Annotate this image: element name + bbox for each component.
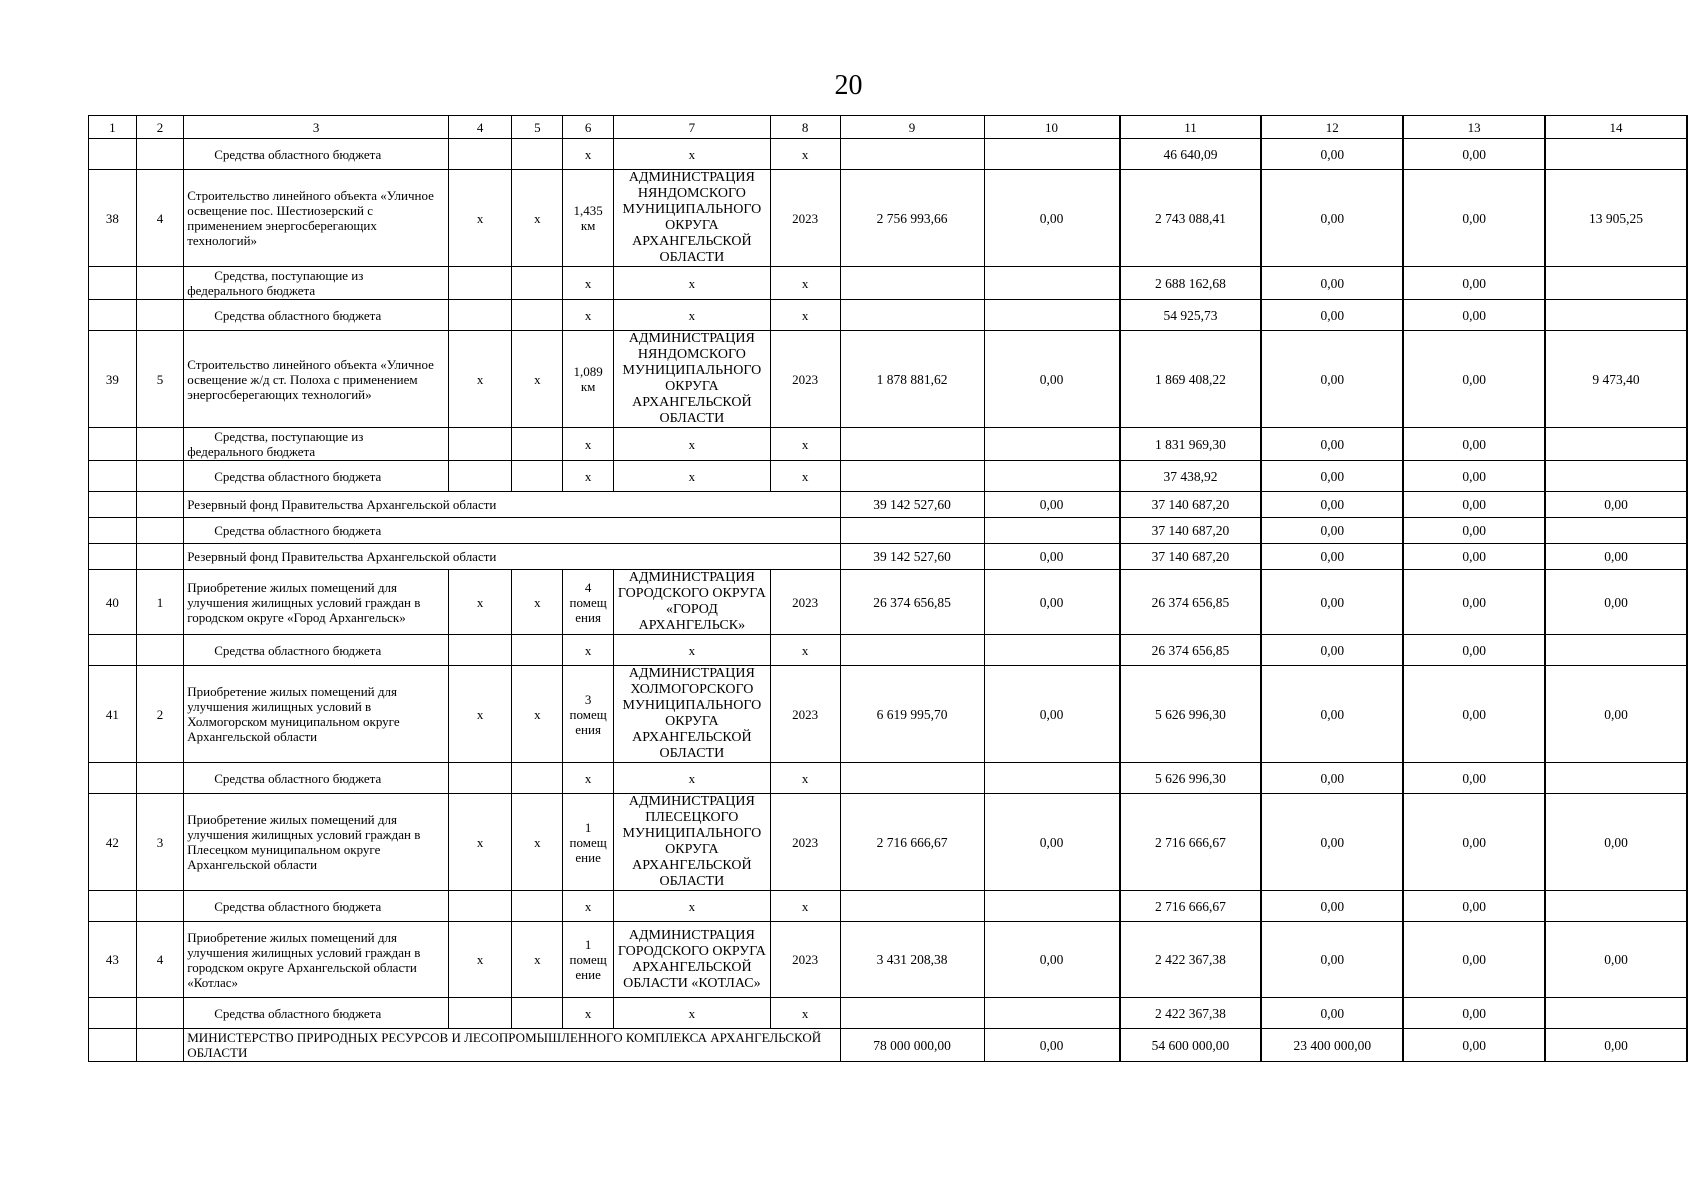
cell-c12: 0,00 (1261, 267, 1403, 300)
cell-c13: 0,00 (1403, 891, 1545, 922)
cell-capacity: 1 помещ ение (563, 794, 614, 891)
funding-source-row (89, 300, 1688, 331)
cell-regional-funds: 26 374 656,85 (1120, 635, 1262, 666)
cell-c12: 0,00 (1261, 794, 1403, 891)
cell-source-name: Средства областного бюджета (184, 635, 449, 666)
column-header: 10 (984, 116, 1120, 139)
cell-source-name: Средства областного бюджета (184, 891, 449, 922)
cell-c14: 0,00 (1545, 922, 1687, 998)
cell-empty (136, 461, 184, 492)
cell-c13: 0,00 (1403, 666, 1545, 763)
cell-regional-funds: 37 140 687,20 (1120, 544, 1262, 570)
cell-c12: 0,00 (1261, 891, 1403, 922)
cell-total-cost: 6 619 995,70 (840, 666, 984, 763)
column-header: 9 (840, 116, 984, 139)
column-header: 13 (1403, 116, 1545, 139)
cell-federal-funds (984, 300, 1120, 331)
cell-c14 (1545, 428, 1687, 461)
cell-c12: 0,00 (1261, 139, 1403, 170)
cell-federal-funds: 0,00 (984, 922, 1120, 998)
cell-empty (89, 763, 137, 794)
cell-federal-funds (984, 267, 1120, 300)
cell-empty (448, 428, 512, 461)
cell-customer: x (614, 461, 771, 492)
cell-federal-funds (984, 763, 1120, 794)
cell-c14 (1545, 518, 1687, 544)
source-name-line1: Средства, поступающие из (214, 268, 364, 283)
column-header: 4 (448, 116, 512, 139)
cell-empty (512, 139, 563, 170)
cell-empty (136, 267, 184, 300)
cell-c13: 0,00 (1403, 518, 1545, 544)
cell-c13: 0,00 (1403, 300, 1545, 331)
cell-total-cost (840, 139, 984, 170)
cell-row-number: 42 (89, 794, 137, 891)
funding-source-row (89, 461, 1688, 492)
cell-empty (89, 891, 137, 922)
cell-empty (89, 635, 137, 666)
cell-c14: 0,00 (1545, 492, 1687, 518)
cell-capacity: 3 помещ ения (563, 666, 614, 763)
project-row (89, 170, 1688, 267)
cell-customer: x (614, 139, 771, 170)
cell-empty (89, 267, 137, 300)
cell-customer: x (614, 763, 771, 794)
cell-empty (448, 763, 512, 794)
cell-federal-funds: 0,00 (984, 331, 1120, 428)
funding-source-row (89, 891, 1688, 922)
cell-c12: 0,00 (1261, 170, 1403, 267)
cell-total-cost (840, 428, 984, 461)
cell-empty (448, 267, 512, 300)
cell-regional-funds: 46 640,09 (1120, 139, 1262, 170)
cell-source-name (184, 267, 449, 300)
cell-c13: 0,00 (1403, 492, 1545, 518)
cell-c12: 0,00 (1261, 544, 1403, 570)
cell-year: x (770, 139, 840, 170)
cell-row-number: 38 (89, 170, 137, 267)
cell-sub-number: 4 (136, 170, 184, 267)
cell-sub-number: 1 (136, 570, 184, 635)
cell-c4: x (448, 331, 512, 428)
cell-c13: 0,00 (1403, 922, 1545, 998)
cell-customer: АДМИНИСТРАЦИЯ ГОРОДСКОГО ОКРУГА АРХАНГЕЛЬСКОЙ ОБЛАСТИ «КОТЛАС» (614, 922, 771, 998)
cell-c12: 0,00 (1261, 492, 1403, 518)
cell-c12: 0,00 (1261, 461, 1403, 492)
cell-row-number: 39 (89, 331, 137, 428)
cell-empty (512, 891, 563, 922)
cell-regional-funds: 37 140 687,20 (1120, 518, 1262, 544)
cell-empty (448, 139, 512, 170)
cell-empty (512, 763, 563, 794)
cell-c5: x (512, 794, 563, 891)
cell-c12: 0,00 (1261, 635, 1403, 666)
cell-federal-funds: 0,00 (984, 170, 1120, 267)
cell-year: 2023 (770, 922, 840, 998)
cell-project-name: Приобретение жилых помещений для улучшения жилищных условий граждан в городском округе «Город Архангельск» (184, 570, 449, 635)
cell-c14: 9 473,40 (1545, 331, 1687, 428)
cell-c12: 0,00 (1261, 922, 1403, 998)
column-header: 5 (512, 116, 563, 139)
project-row (89, 922, 1688, 998)
cell-total-cost: 39 142 527,60 (840, 544, 984, 570)
project-row (89, 331, 1688, 428)
cell-empty (136, 428, 184, 461)
table-body (89, 116, 1688, 1062)
cell-empty (448, 998, 512, 1029)
cell-customer: x (614, 998, 771, 1029)
cell-capacity: x (563, 139, 614, 170)
cell-c13: 0,00 (1403, 763, 1545, 794)
cell-source-name: Средства областного бюджета (184, 998, 449, 1029)
cell-regional-funds: 2 688 162,68 (1120, 267, 1262, 300)
cell-empty (512, 635, 563, 666)
source-name-line1: Средства, поступающие из (214, 429, 364, 444)
cell-regional-funds: 5 626 996,30 (1120, 666, 1262, 763)
cell-year: x (770, 891, 840, 922)
cell-capacity: x (563, 300, 614, 331)
cell-c14: 0,00 (1545, 544, 1687, 570)
cell-regional-funds: 37 140 687,20 (1120, 492, 1262, 518)
cell-federal-funds: 0,00 (984, 492, 1120, 518)
column-header: 1 (89, 116, 137, 139)
cell-c13: 0,00 (1403, 570, 1545, 635)
cell-total-cost (840, 518, 984, 544)
cell-empty (512, 461, 563, 492)
cell-customer: АДМИНИСТРАЦИЯ НЯНДОМСКОГО МУНИЦИПАЛЬНОГО ОКРУГА АРХАНГЕЛЬСКОЙ ОБЛАСТИ (614, 331, 771, 428)
cell-empty (136, 518, 184, 544)
cell-empty (136, 635, 184, 666)
column-header: 2 (136, 116, 184, 139)
cell-c14: 0,00 (1545, 666, 1687, 763)
cell-total-cost (840, 998, 984, 1029)
cell-c14 (1545, 998, 1687, 1029)
cell-federal-funds (984, 518, 1120, 544)
cell-c4: x (448, 570, 512, 635)
cell-c14 (1545, 891, 1687, 922)
cell-empty (448, 635, 512, 666)
cell-c5: x (512, 570, 563, 635)
cell-empty (89, 998, 137, 1029)
cell-empty (512, 267, 563, 300)
cell-total-name: Резервный фонд Правительства Архангельской области (184, 544, 840, 570)
cell-project-name: Строительство линейного объекта «Уличное освещение пос. Шестиозерский с применением энергосберегающих технологий» (184, 170, 449, 267)
cell-empty (89, 300, 137, 331)
cell-year: 2023 (770, 570, 840, 635)
cell-row-number: 40 (89, 570, 137, 635)
page-number: 20 (834, 70, 863, 101)
cell-customer: АДМИНИСТРАЦИЯ ПЛЕСЕЦКОГО МУНИЦИПАЛЬНОГО ОКРУГА АРХАНГЕЛЬСКОЙ ОБЛАСТИ (614, 794, 771, 891)
total-source-row (89, 518, 1688, 544)
cell-total-cost (840, 763, 984, 794)
cell-project-name: Приобретение жилых помещений для улучшения жилищных условий граждан в городском округе Архангельской области «Котлас» (184, 922, 449, 998)
cell-c12: 23 400 000,00 (1261, 1029, 1403, 1062)
cell-capacity: x (563, 635, 614, 666)
cell-sub-number: 3 (136, 794, 184, 891)
cell-sub-number: 2 (136, 666, 184, 763)
cell-c14: 0,00 (1545, 570, 1687, 635)
cell-customer: x (614, 300, 771, 331)
cell-c13: 0,00 (1403, 428, 1545, 461)
cell-regional-funds: 2 422 367,38 (1120, 922, 1262, 998)
cell-c4: x (448, 666, 512, 763)
cell-capacity: 1 помещ ение (563, 922, 614, 998)
cell-total-cost (840, 300, 984, 331)
cell-regional-funds: 2 743 088,41 (1120, 170, 1262, 267)
cell-year: x (770, 267, 840, 300)
cell-total-name: Резервный фонд Правительства Архангельской области (184, 492, 840, 518)
cell-customer: x (614, 635, 771, 666)
cell-year: x (770, 763, 840, 794)
funding-source-row (89, 763, 1688, 794)
cell-c12: 0,00 (1261, 428, 1403, 461)
source-name-line2: федерального бюджета (187, 444, 316, 459)
cell-c12: 0,00 (1261, 763, 1403, 794)
cell-c5: x (512, 922, 563, 998)
cell-c13: 0,00 (1403, 139, 1545, 170)
cell-c13: 0,00 (1403, 794, 1545, 891)
cell-c14: 0,00 (1545, 794, 1687, 891)
cell-empty (136, 544, 184, 570)
cell-total-cost: 26 374 656,85 (840, 570, 984, 635)
cell-regional-funds: 54 600 000,00 (1120, 1029, 1262, 1062)
cell-c13: 0,00 (1403, 998, 1545, 1029)
cell-customer: x (614, 891, 771, 922)
cell-empty (136, 492, 184, 518)
cell-capacity: x (563, 763, 614, 794)
cell-total-name: Средства областного бюджета (184, 518, 840, 544)
cell-year: x (770, 461, 840, 492)
cell-c4: x (448, 922, 512, 998)
budget-table (88, 115, 1688, 1062)
cell-source-name: Средства областного бюджета (184, 461, 449, 492)
cell-source-name: Средства областного бюджета (184, 763, 449, 794)
cell-empty (136, 891, 184, 922)
cell-total-cost: 78 000 000,00 (840, 1029, 984, 1062)
cell-total-cost: 2 716 666,67 (840, 794, 984, 891)
cell-project-name: Строительство линейного объекта «Уличное освещение ж/д ст. Полоха с применением энергосберегающих технологий» (184, 331, 449, 428)
cell-empty (89, 518, 137, 544)
cell-empty (136, 139, 184, 170)
cell-year: x (770, 428, 840, 461)
total-row (89, 492, 1688, 518)
cell-federal-funds: 0,00 (984, 1029, 1120, 1062)
cell-customer: x (614, 428, 771, 461)
header-row (89, 116, 1688, 139)
funding-source-row (89, 139, 1688, 170)
source-name-line2: федерального бюджета (187, 283, 316, 298)
cell-empty (136, 998, 184, 1029)
cell-c12: 0,00 (1261, 300, 1403, 331)
cell-row-number: 43 (89, 922, 137, 998)
cell-empty (136, 763, 184, 794)
cell-customer: x (614, 267, 771, 300)
cell-empty (512, 428, 563, 461)
funding-source-row (89, 428, 1688, 461)
cell-row-number: 41 (89, 666, 137, 763)
column-header: 12 (1261, 116, 1403, 139)
cell-capacity: x (563, 998, 614, 1029)
cell-c14 (1545, 139, 1687, 170)
cell-total-cost: 3 431 208,38 (840, 922, 984, 998)
cell-c12: 0,00 (1261, 666, 1403, 763)
cell-capacity: 1,089 км (563, 331, 614, 428)
cell-c13: 0,00 (1403, 331, 1545, 428)
cell-empty (512, 998, 563, 1029)
cell-total-cost (840, 891, 984, 922)
cell-regional-funds: 1 831 969,30 (1120, 428, 1262, 461)
cell-empty (448, 300, 512, 331)
cell-federal-funds (984, 461, 1120, 492)
cell-c12: 0,00 (1261, 570, 1403, 635)
column-header: 14 (1545, 116, 1687, 139)
project-row (89, 570, 1688, 635)
cell-federal-funds: 0,00 (984, 570, 1120, 635)
column-header: 8 (770, 116, 840, 139)
funding-source-row (89, 998, 1688, 1029)
cell-c4: x (448, 170, 512, 267)
cell-c13: 0,00 (1403, 461, 1545, 492)
cell-c5: x (512, 170, 563, 267)
cell-source-name: Средства областного бюджета (184, 139, 449, 170)
cell-year: 2023 (770, 170, 840, 267)
cell-c14 (1545, 267, 1687, 300)
funding-source-row (89, 635, 1688, 666)
cell-empty (89, 428, 137, 461)
cell-total-cost: 2 756 993,66 (840, 170, 984, 267)
cell-regional-funds: 26 374 656,85 (1120, 570, 1262, 635)
cell-capacity: 4 помещ ения (563, 570, 614, 635)
funding-source-row (89, 267, 1688, 300)
cell-c13: 0,00 (1403, 170, 1545, 267)
cell-empty (448, 461, 512, 492)
column-header: 11 (1120, 116, 1262, 139)
project-row (89, 794, 1688, 891)
cell-c14 (1545, 300, 1687, 331)
cell-capacity: 1,435 км (563, 170, 614, 267)
cell-federal-funds: 0,00 (984, 666, 1120, 763)
cell-empty (136, 300, 184, 331)
cell-total-cost (840, 461, 984, 492)
cell-c14 (1545, 635, 1687, 666)
column-header: 7 (614, 116, 771, 139)
cell-empty (448, 891, 512, 922)
column-header: 3 (184, 116, 449, 139)
cell-project-name: Приобретение жилых помещений для улучшения жилищных условий граждан в Плесецком муниципальном округе Архангельской области (184, 794, 449, 891)
cell-c5: x (512, 331, 563, 428)
cell-regional-funds: 37 438,92 (1120, 461, 1262, 492)
cell-customer: АДМИНИСТРАЦИЯ ХОЛМОГОРСКОГО МУНИЦИПАЛЬНОГО ОКРУГА АРХАНГЕЛЬСКОЙ ОБЛАСТИ (614, 666, 771, 763)
cell-total-cost (840, 267, 984, 300)
cell-capacity: x (563, 891, 614, 922)
cell-customer: АДМИНИСТРАЦИЯ НЯНДОМСКОГО МУНИЦИПАЛЬНОГО ОКРУГА АРХАНГЕЛЬСКОЙ ОБЛАСТИ (614, 170, 771, 267)
cell-empty (512, 300, 563, 331)
cell-capacity: x (563, 267, 614, 300)
cell-year: 2023 (770, 331, 840, 428)
cell-customer: АДМИНИСТРАЦИЯ ГОРОДСКОГО ОКРУГА «ГОРОД АРХАНГЕЛЬСК» (614, 570, 771, 635)
cell-sub-number: 5 (136, 331, 184, 428)
cell-c13: 0,00 (1403, 1029, 1545, 1062)
cell-c14 (1545, 763, 1687, 794)
cell-federal-funds (984, 139, 1120, 170)
cell-federal-funds (984, 891, 1120, 922)
cell-regional-funds: 54 925,73 (1120, 300, 1262, 331)
cell-capacity: x (563, 428, 614, 461)
cell-year: x (770, 635, 840, 666)
cell-capacity: x (563, 461, 614, 492)
cell-c14: 0,00 (1545, 1029, 1687, 1062)
cell-c13: 0,00 (1403, 544, 1545, 570)
cell-c5: x (512, 666, 563, 763)
cell-empty (89, 492, 137, 518)
cell-year: x (770, 300, 840, 331)
cell-c12: 0,00 (1261, 518, 1403, 544)
cell-regional-funds: 1 869 408,22 (1120, 331, 1262, 428)
cell-federal-funds: 0,00 (984, 794, 1120, 891)
cell-c12: 0,00 (1261, 998, 1403, 1029)
cell-total-cost (840, 635, 984, 666)
cell-regional-funds: 2 716 666,67 (1120, 794, 1262, 891)
cell-empty (89, 461, 137, 492)
cell-total-name: МИНИСТЕРСТВО ПРИРОДНЫХ РЕСУРСОВ И ЛЕСОПРОМЫШЛЕННОГО КОМПЛЕКСА АРХАНГЕЛЬСКОЙ ОБЛАСТИ (184, 1029, 840, 1062)
cell-sub-number: 4 (136, 922, 184, 998)
cell-c13: 0,00 (1403, 635, 1545, 666)
cell-regional-funds: 2 716 666,67 (1120, 891, 1262, 922)
cell-year: 2023 (770, 666, 840, 763)
total-row (89, 1029, 1688, 1062)
cell-c14: 13 905,25 (1545, 170, 1687, 267)
project-row (89, 666, 1688, 763)
cell-federal-funds (984, 635, 1120, 666)
cell-empty (89, 544, 137, 570)
cell-regional-funds: 5 626 996,30 (1120, 763, 1262, 794)
total-row (89, 544, 1688, 570)
cell-year: 2023 (770, 794, 840, 891)
cell-c12: 0,00 (1261, 331, 1403, 428)
cell-total-cost: 39 142 527,60 (840, 492, 984, 518)
cell-total-cost: 1 878 881,62 (840, 331, 984, 428)
cell-regional-funds: 2 422 367,38 (1120, 998, 1262, 1029)
cell-empty (89, 139, 137, 170)
cell-source-name (184, 428, 449, 461)
cell-c4: x (448, 794, 512, 891)
cell-project-name: Приобретение жилых помещений для улучшения жилищных условий в Холмогорском муниципальном округе Архангельской области (184, 666, 449, 763)
cell-federal-funds (984, 428, 1120, 461)
cell-c14 (1545, 461, 1687, 492)
cell-source-name: Средства областного бюджета (184, 300, 449, 331)
cell-federal-funds (984, 998, 1120, 1029)
column-header: 6 (563, 116, 614, 139)
cell-empty (89, 1029, 137, 1062)
cell-year: x (770, 998, 840, 1029)
cell-federal-funds: 0,00 (984, 544, 1120, 570)
cell-c13: 0,00 (1403, 267, 1545, 300)
cell-empty (136, 1029, 184, 1062)
